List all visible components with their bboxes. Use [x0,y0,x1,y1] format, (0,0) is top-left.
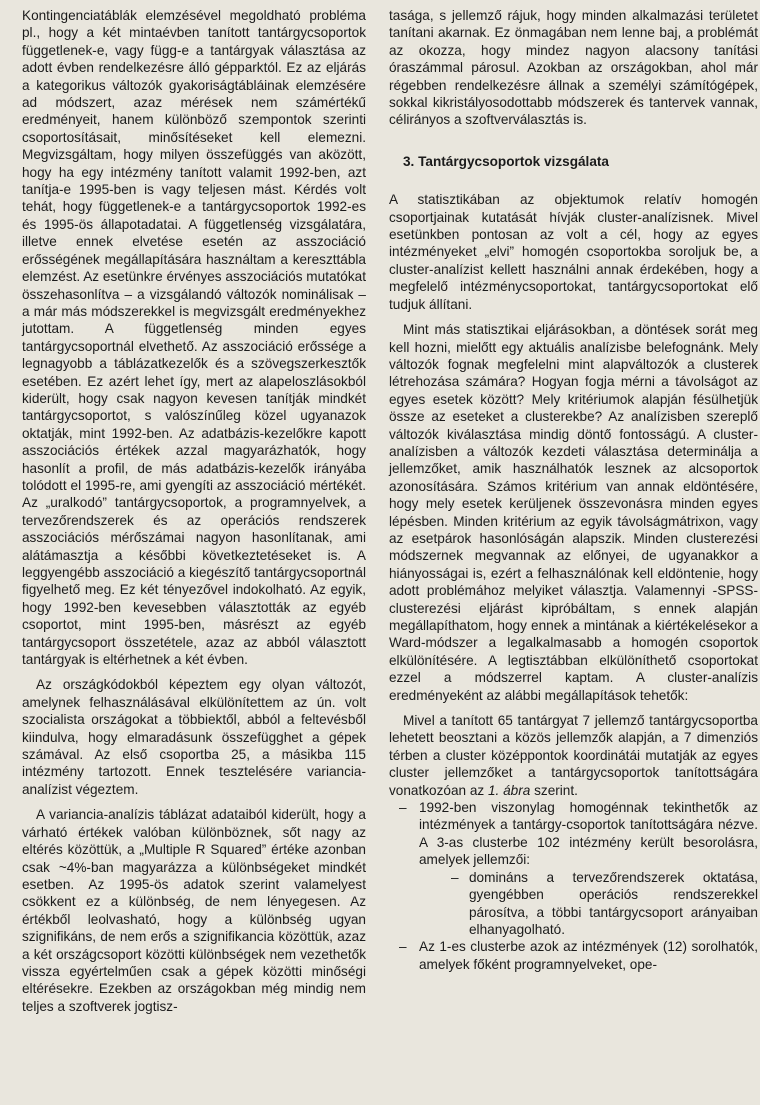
paragraph: tasága, s jellemző rájuk, hogy minden alkalmazási területet tanítani akarnak. Ez önmagában nem lenne baj, a problémát az okozza, hogy mindez nagyon alacsony tanítási óraszámmal párosul. Azokban az országokban, ahol már régebben rendelkezésre állnak a személyi számítógépek, sokkal kikristályosodottabb módszerek és tantervek vannak, célirányos a szoftverválasztás is. [389,8,758,128]
paragraph [389,712,758,799]
list-item-text: 1992-ben viszonylag homogénnak tekinthetők az intézmények a tantárgy-csoportok tanítottságára nézve. A 3-as clusterbe 102 intézmény került besorolásra, amelyek jellemzői: [419,800,758,868]
paragraph: Mint más statisztikai eljárásokban, a döntések sorát meg kell hozni, mielőtt egy aktuális analízisbe belefognánk. Mely változók fognak megfelelni mint alapváltozók a clusterek létrehozása számára? Hogyan fogja mérni a távolságot az egyes esetek között? Mely kritériumok alapján fésülhetjük össze az eseteket a clusterekbe? Az analízisben szereplő változók kiválasztása mindig döntő fontosságú. A cluster-analízisben a változók kezdeti választása determinálja a jellemzőket, amik használhatók lesznek az alcsoportok azonosítására. Számos kritérium van annak eldöntésére, hogy mely esetek kerüljenek összevonásra minden egyes lépésben. Minden kritérium az egyik távolságmátrixon, vagy az esetpárok hasonlóságán alapszik. Minden clusterezési módszernek megvannak az előnyei, de ugyanakkor a hiányosságai is, ezért a felhasználónak kell eldöntenie, hogy adott problémához melyiket választja. Valamennyi -SPSS-clusterezési eljárást kipróbáltam, s ennek alapján megállapíthatom, hogy ennek a mintának a kiértékelésekor a Ward-módszer a legalkalmasabb a homogén csoportok elkülönítésére. A legtisztábban elkülöníthető csoportokat ezzel a módszerrel kaptam. A cluster-analízis eredményeként az alábbi megállapítások tehetők: [389,322,758,703]
sub-bullet-list [419,869,758,939]
paragraph: Az országkódokból képeztem egy olyan változót, amelynek felhasználásával elkülönítettem az ún. volt szocialista országokat a többiektől, abból a feltevésből kiindulva, hogy elmaradásunk összefügghet a gépek számával. Az első csoportba 25, a másikba 115 intézmény tartozott. Ennek tesztelésére variancia-analízist végeztem. [22,677,366,797]
figure-reference: 1. ábra [488,782,531,798]
paragraph: A statisztikában az objektumok relatív homogén csoportjainak kutatását hívják cluster-analízisnek. Mivel esetünkben pontosan az volt a cél, hogy az egyes intézményeket „elvi” homogén csoportokba soroljuk be, a cluster-analízist kellett használni annak érdekében, hogy a megfelelő intézménycsoportokat, tantárgycsoportokat elő tudjuk állítani. [389,192,758,312]
section-heading: 3. Tantárgycsoportok vizsgálata [403,153,609,169]
left-column [22,7,366,1015]
paragraph-text: Mivel a tanított 65 tantárgyat 7 jellemző tantárgycsoportba lehetett beosztani a közös jellemzők alapján, a 7 dimenziós térben a cluster középpontok koordinátái mutatják az egyes cluster jellemzőket a tantárgycsoportok tanítottságára vonatkozóan az [389,713,758,798]
paragraph-text: szerint. [530,782,578,798]
bullet-list [389,799,758,973]
right-column [389,7,758,973]
paragraph: A variancia-analízis táblázat adataiból kiderült, hogy a várható értékek valóban különböznek, sőt nagy az eltérés közöttük, a „Multiple R Squared” értéke azonban csak ~4%-ban magyarázza a különbségeket mindkét esetben. Az 1995-ös adatok szerint valamelyest csökkent ez a különbség, de nem lényegesen. Az értékből leolvasható, hogy a különbség ugyan szignifikáns, de nem erős a szignifikancia közöttük, azaz a két országcsoport közötti különbségek nem vezethetők vissza egyértelműen csak a gépek közötti minőségi eltérésekre. Ezekben az országokban még mindig nem teljes a szoftverek jogtisz- [22,807,366,1014]
list-item: – domináns a tervezőrendszerek oktatása, gyengébben operációs rendszerekkel párosítva, a többi tantárgycsoport arányaiban elhanyagolható. [419,869,758,939]
list-item [389,799,758,938]
paragraph: Kontingenciatáblák elemzésével megoldható probléma pl., hogy a két mintaévben tanított tantárgycsoportok függetlenek-e, vagy függ-e a tantárgyak választása az adott évben rendelkezésre álló gépparktól. Ez az eljárás a kategorikus változók gyakoriságtábláinak elemzésére ad módszert, azaz mérések nem számértékű eredményeit, hanem különböző szempontok szerinti csoportosításait, minősítéseket kell elemezni. Megvizsgáltam, hogy milyen összefüggés van aközött, hogy ha egy intézmény tanított valamit 1992-ben, azt tanítja-e 1995-ben is vagy teljesen mást. Kérdés volt tehát, hogy függetlenek-e a tantárgycsoportok 1992-es és 1995-ös állapotadatai. A függetlenség vizsgálatára, illetve ennek elvetése esetén az asszociáció erősségének megállapítására használtam a kereszttábla elemzést. Az esetünkre érvényes asszociációs mutatókat összehasonlítva – a vizsgálandó változók nominálisak – a már más módszerekkel is megvizsgált eredményekhez jutottam. A függetlenség minden egyes tantárgycsoportnál elvethető. Az asszociáció erőssége a legnagyobb a táblázatkezelők és a szövegszerkesztők esetében. Ez azért lehet így, mert az alapeloszlásokból kiderült, hogy csak nagyon kevesen tanítják mindkét tantárgycsoportot, s valószínűleg közel ugyanazok oktatják, mint 1992-ben. Az adatbázis-kezelőkre kapott asszociációs értékek azzal magyarázhatók, hogy hasonlít a profil, de más adatbázis-kezelők irányába tolódott el 1995-re, ami gyengíti az asszociáció mértékét. Az „uralkodó” tantárgycsoportok, a programnyelvek, a tervezőrendszerek és az operációs rendszerek asszociációs mérőszámai nagyon hasonlítanak, ami alátámasztja a későbbi következtetéseket is. A leggyengébb asszociáció a kiegészítő tantárgycsoportnál figyelhető meg. Ez két tényezővel indokolható. Az egyik, hogy 1992-ben kevesebben választották az egyéb csoportot, mint 1995-ben, másrészt az egyéb tantárgycsoport összetétele, azaz az abból választott tantárgyak is eltérhetnek a két évben. [22,8,366,668]
list-item: – Az 1-es clusterbe azok az intézmények (12) sorolhatók, amelyek főként programnyelveket, ope- [389,938,758,973]
